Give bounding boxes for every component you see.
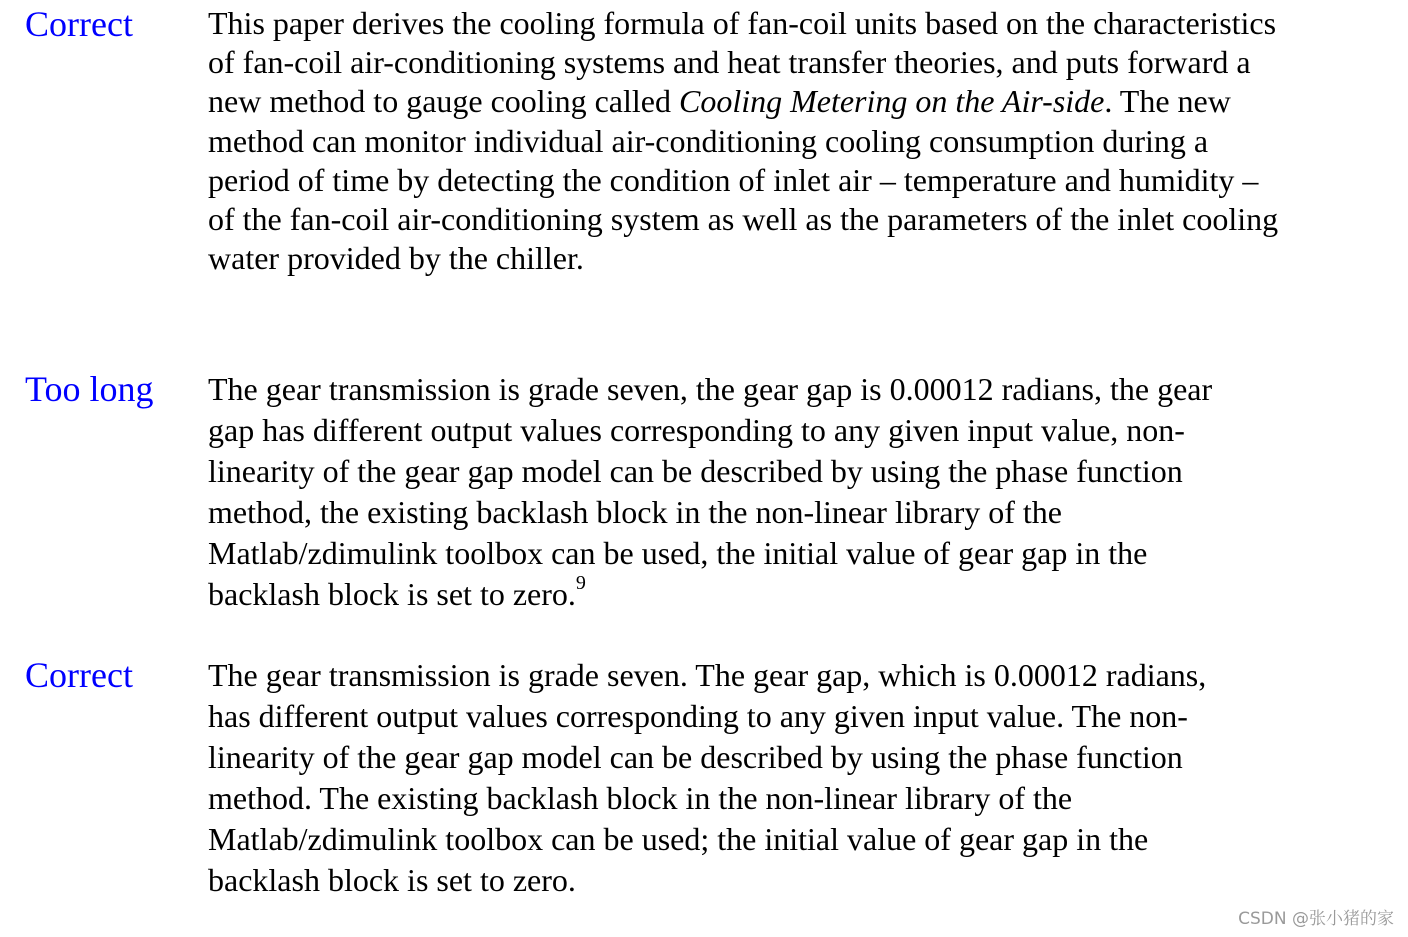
paragraph-line: method can monitor individual air-conditioning cooling consumption during a bbox=[208, 122, 1209, 159]
paragraph-line: gap has different output values corresponding to any given input value, non- bbox=[208, 412, 1185, 448]
paragraph-line: period of time by detecting the condition of inlet air – temperature and humidity – bbox=[208, 161, 1259, 198]
paragraph-line: backlash block is set to zero. bbox=[208, 862, 576, 898]
paragraph-line: method. The existing backlash block in the non-linear library of the bbox=[208, 780, 1073, 816]
paragraph-line: The gear transmission is grade seven, the gear gap is 0.00012 radians, the gear bbox=[208, 371, 1213, 407]
example-paragraph bbox=[208, 4, 1378, 278]
example-label: Too long bbox=[25, 369, 154, 409]
paragraph-line: method, the existing backlash block in the non-linear library of the bbox=[208, 494, 1062, 530]
example-label: Correct bbox=[25, 655, 133, 695]
paragraph-line: linearity of the gear gap model can be described by using the phase function bbox=[208, 453, 1183, 489]
paragraph-line: linearity of the gear gap model can be described by using the phase function bbox=[208, 739, 1183, 775]
watermark: CSDN @张小猪的家 bbox=[1238, 909, 1394, 929]
paragraph-line: of the fan-coil air-conditioning system as well as the parameters of the inlet cooling bbox=[208, 200, 1279, 237]
example-paragraph bbox=[208, 655, 1378, 901]
footnote-marker: 9 bbox=[575, 572, 586, 595]
paragraph-line: The gear transmission is grade seven. The gear gap, which is 0.00012 radians, bbox=[208, 657, 1207, 693]
paragraph-line bbox=[208, 574, 1378, 615]
paragraph-line: Matlab/zdimulink toolbox can be used; the initial value of gear gap in the bbox=[208, 821, 1149, 857]
paragraph-line: water provided by the chiller. bbox=[208, 240, 584, 277]
example-label: Correct bbox=[25, 4, 133, 44]
paragraph-line: Matlab/zdimulink toolbox can be used, the initial value of gear gap in the bbox=[208, 535, 1148, 571]
example-paragraph bbox=[208, 369, 1378, 615]
line-text: backlash block is set to zero. bbox=[208, 576, 576, 612]
paragraph-line: of fan-coil air-conditioning systems and heat transfer theories, and puts forward a bbox=[208, 44, 1251, 81]
paragraph-line: has different output values corresponding to any given input value. The non- bbox=[208, 698, 1188, 734]
line-text: . The new bbox=[1104, 83, 1231, 120]
paragraph-line: This paper derives the cooling formula of fan-coil units based on the characteristics bbox=[208, 5, 1277, 41]
paragraph-line bbox=[208, 82, 1378, 121]
line-text: new method to gauge cooling called bbox=[208, 83, 679, 120]
italic-term: Cooling Metering on the Air-side bbox=[678, 83, 1105, 120]
